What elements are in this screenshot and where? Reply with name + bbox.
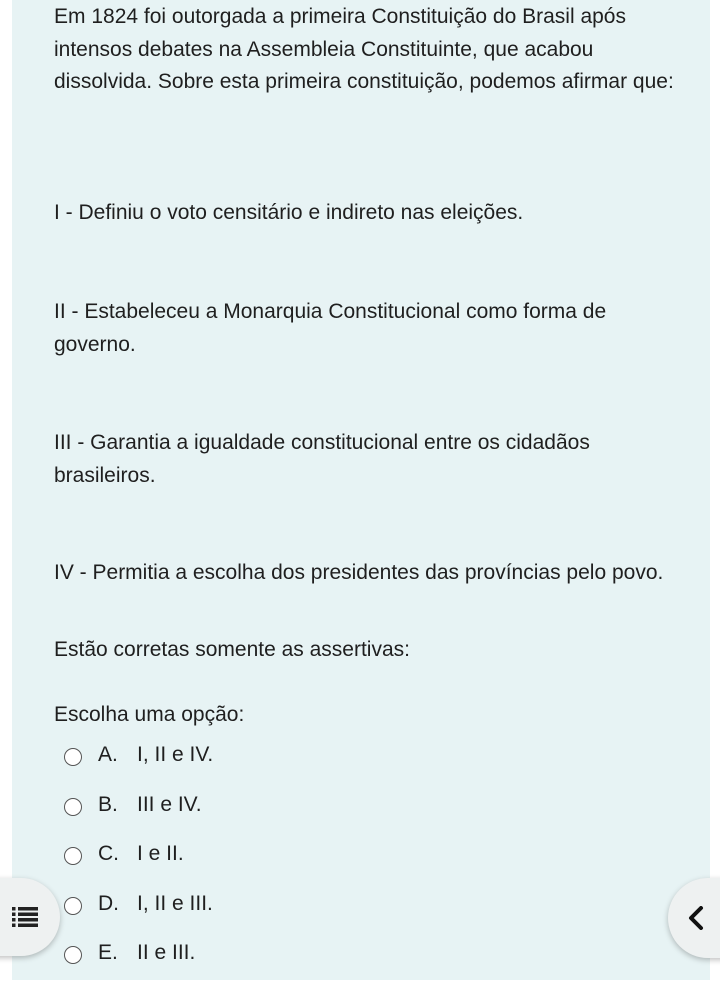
question-intro: Em 1824 foi outorgada a primeira Constituição do Brasil após intensos debates na Assembleia Constituinte, que acabou dissolvida. Sobre esta primeira constituição, podemos afirmar que: <box>54 5 674 93</box>
radio-button[interactable] <box>64 946 82 964</box>
list-icon <box>12 906 38 928</box>
option-letter: D. <box>98 892 119 915</box>
statement-1: I - Definiu o voto censitário e indireto nas eleições. <box>54 201 524 224</box>
option-letter: A. <box>98 743 118 766</box>
chevron-left-icon <box>688 906 704 930</box>
question-card <box>12 0 710 980</box>
option-text: I, II e IV. <box>137 743 214 766</box>
option-text: III e IV. <box>137 793 202 816</box>
option-a[interactable] <box>64 738 213 772</box>
option-text: II e III. <box>137 941 196 964</box>
statement-2: II - Estabeleceu a Monarquia Constitucional como forma de governo. <box>54 300 607 356</box>
radio-button[interactable] <box>64 748 82 766</box>
statement-4: IV - Permitia a escolha dos presidentes das províncias pelo povo. <box>54 561 664 584</box>
radio-button[interactable] <box>64 847 82 865</box>
option-c[interactable] <box>64 837 184 871</box>
option-b[interactable] <box>64 788 202 822</box>
option-d[interactable] <box>64 887 213 921</box>
option-text: I e II. <box>137 842 184 865</box>
statement-3: III - Garantia a igualdade constitucional entre os cidadãos brasileiros. <box>54 431 590 487</box>
option-letter: E. <box>98 941 118 964</box>
radio-button[interactable] <box>64 798 82 816</box>
choose-option-label: Escolha uma opção: <box>54 703 245 726</box>
option-letter: B. <box>98 793 118 816</box>
option-text: I, II e III. <box>137 892 213 915</box>
question-prompt: Estão corretas somente as assertivas: <box>54 638 410 661</box>
option-letter: C. <box>98 842 119 865</box>
radio-button[interactable] <box>64 897 82 915</box>
option-e[interactable] <box>64 936 195 970</box>
